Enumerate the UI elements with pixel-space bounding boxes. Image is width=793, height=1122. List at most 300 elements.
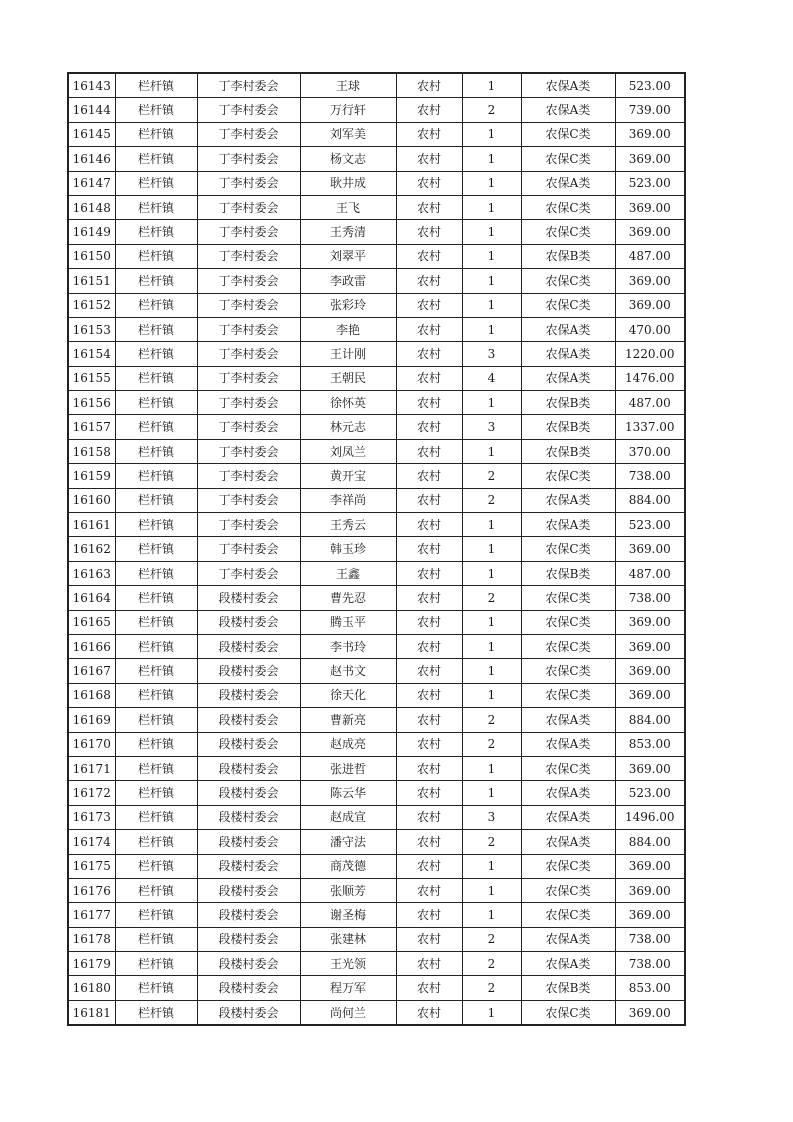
name-cell: 尚何兰 [300, 1000, 396, 1025]
insurance-category-cell: 农保C类 [521, 610, 615, 634]
town-cell: 栏杆镇 [115, 513, 197, 537]
village-committee-cell: 段楼村委会 [197, 952, 300, 976]
village-committee-cell: 段楼村委会 [197, 976, 300, 1000]
town-cell: 栏杆镇 [115, 415, 197, 439]
household-type-cell: 农村 [396, 147, 462, 171]
town-cell: 栏杆镇 [115, 610, 197, 634]
record-id-cell: 16148 [68, 195, 115, 219]
table-row [68, 244, 685, 268]
village-committee-cell: 丁李村委会 [197, 269, 300, 293]
name-cell: 林元志 [300, 415, 396, 439]
record-id-cell: 16147 [68, 171, 115, 195]
record-id-cell: 16168 [68, 683, 115, 707]
village-committee-cell: 段楼村委会 [197, 756, 300, 780]
amount-cell: 369.00 [615, 659, 685, 683]
name-cell: 赵书文 [300, 659, 396, 683]
name-cell: 徐怀英 [300, 391, 396, 415]
town-cell: 栏杆镇 [115, 147, 197, 171]
amount-cell: 738.00 [615, 464, 685, 488]
household-type-cell: 农村 [396, 220, 462, 244]
amount-cell: 884.00 [615, 830, 685, 854]
table-row [68, 903, 685, 927]
village-committee-cell: 段楼村委会 [197, 927, 300, 951]
village-committee-cell: 丁李村委会 [197, 317, 300, 341]
town-cell: 栏杆镇 [115, 561, 197, 585]
village-committee-cell: 丁李村委会 [197, 537, 300, 561]
table-row [68, 293, 685, 317]
town-cell: 栏杆镇 [115, 659, 197, 683]
town-cell: 栏杆镇 [115, 342, 197, 366]
town-cell: 栏杆镇 [115, 488, 197, 512]
name-cell: 耿井成 [300, 171, 396, 195]
amount-cell: 487.00 [615, 561, 685, 585]
insurance-category-cell: 农保A类 [521, 708, 615, 732]
household-type-cell: 农村 [396, 415, 462, 439]
record-id-cell: 16154 [68, 342, 115, 366]
household-type-cell: 农村 [396, 1000, 462, 1025]
table-row [68, 488, 685, 512]
household-type-cell: 农村 [396, 73, 462, 98]
household-type-cell: 农村 [396, 342, 462, 366]
town-cell: 栏杆镇 [115, 830, 197, 854]
table-row [68, 220, 685, 244]
name-cell: 王朝民 [300, 366, 396, 390]
household-type-cell: 农村 [396, 537, 462, 561]
town-cell: 栏杆镇 [115, 317, 197, 341]
village-committee-cell: 丁李村委会 [197, 488, 300, 512]
insurance-category-cell: 农保B类 [521, 439, 615, 463]
town-cell: 栏杆镇 [115, 366, 197, 390]
amount-cell: 1220.00 [615, 342, 685, 366]
town-cell: 栏杆镇 [115, 781, 197, 805]
amount-cell: 523.00 [615, 73, 685, 98]
town-cell: 栏杆镇 [115, 976, 197, 1000]
person-count-cell: 1 [462, 683, 521, 707]
records-table-body [68, 73, 685, 1025]
table-row [68, 634, 685, 658]
amount-cell: 369.00 [615, 220, 685, 244]
household-type-cell: 农村 [396, 122, 462, 146]
record-id-cell: 16163 [68, 561, 115, 585]
name-cell: 腾玉平 [300, 610, 396, 634]
household-type-cell: 农村 [396, 488, 462, 512]
table-row [68, 269, 685, 293]
record-id-cell: 16176 [68, 878, 115, 902]
person-count-cell: 2 [462, 464, 521, 488]
table-row [68, 781, 685, 805]
insurance-category-cell: 农保B类 [521, 976, 615, 1000]
record-id-cell: 16177 [68, 903, 115, 927]
insurance-category-cell: 农保A类 [521, 366, 615, 390]
insurance-category-cell: 农保C类 [521, 269, 615, 293]
household-type-cell: 农村 [396, 561, 462, 585]
person-count-cell: 1 [462, 610, 521, 634]
amount-cell: 369.00 [615, 634, 685, 658]
village-committee-cell: 丁李村委会 [197, 122, 300, 146]
table-row [68, 732, 685, 756]
name-cell: 曹先忍 [300, 586, 396, 610]
table-row [68, 927, 685, 951]
person-count-cell: 1 [462, 195, 521, 219]
insurance-category-cell: 农保A类 [521, 805, 615, 829]
record-id-cell: 16155 [68, 366, 115, 390]
insurance-category-cell: 农保A类 [521, 513, 615, 537]
insurance-category-cell: 农保A类 [521, 927, 615, 951]
insurance-category-cell: 农保C类 [521, 586, 615, 610]
table-row [68, 366, 685, 390]
person-count-cell: 1 [462, 659, 521, 683]
amount-cell: 523.00 [615, 171, 685, 195]
table-row [68, 122, 685, 146]
name-cell: 张建林 [300, 927, 396, 951]
household-type-cell: 农村 [396, 391, 462, 415]
name-cell: 黄开宝 [300, 464, 396, 488]
amount-cell: 369.00 [615, 122, 685, 146]
village-committee-cell: 丁李村委会 [197, 195, 300, 219]
amount-cell: 884.00 [615, 488, 685, 512]
village-committee-cell: 段楼村委会 [197, 903, 300, 927]
village-committee-cell: 丁李村委会 [197, 366, 300, 390]
name-cell: 商茂德 [300, 854, 396, 878]
name-cell: 潘守法 [300, 830, 396, 854]
town-cell: 栏杆镇 [115, 171, 197, 195]
person-count-cell: 2 [462, 708, 521, 732]
name-cell: 李书玲 [300, 634, 396, 658]
village-committee-cell: 丁李村委会 [197, 513, 300, 537]
name-cell: 陈云华 [300, 781, 396, 805]
person-count-cell: 1 [462, 122, 521, 146]
household-type-cell: 农村 [396, 464, 462, 488]
household-type-cell: 农村 [396, 781, 462, 805]
person-count-cell: 2 [462, 586, 521, 610]
town-cell: 栏杆镇 [115, 927, 197, 951]
household-type-cell: 农村 [396, 586, 462, 610]
name-cell: 王秀云 [300, 513, 396, 537]
household-type-cell: 农村 [396, 756, 462, 780]
village-committee-cell: 丁李村委会 [197, 73, 300, 98]
village-committee-cell: 段楼村委会 [197, 854, 300, 878]
village-committee-cell: 丁李村委会 [197, 439, 300, 463]
household-type-cell: 农村 [396, 732, 462, 756]
name-cell: 赵成宣 [300, 805, 396, 829]
insurance-category-cell: 农保C类 [521, 659, 615, 683]
person-count-cell: 3 [462, 342, 521, 366]
name-cell: 王球 [300, 73, 396, 98]
village-committee-cell: 丁李村委会 [197, 171, 300, 195]
table-row [68, 805, 685, 829]
town-cell: 栏杆镇 [115, 732, 197, 756]
person-count-cell: 1 [462, 903, 521, 927]
table-row [68, 415, 685, 439]
record-id-cell: 16143 [68, 73, 115, 98]
person-count-cell: 1 [462, 244, 521, 268]
household-type-cell: 农村 [396, 195, 462, 219]
record-id-cell: 16175 [68, 854, 115, 878]
record-id-cell: 16159 [68, 464, 115, 488]
town-cell: 栏杆镇 [115, 244, 197, 268]
record-id-cell: 16174 [68, 830, 115, 854]
amount-cell: 1337.00 [615, 415, 685, 439]
village-committee-cell: 丁李村委会 [197, 98, 300, 122]
table-row [68, 98, 685, 122]
amount-cell: 738.00 [615, 586, 685, 610]
record-id-cell: 16144 [68, 98, 115, 122]
record-id-cell: 16171 [68, 756, 115, 780]
person-count-cell: 1 [462, 561, 521, 585]
town-cell: 栏杆镇 [115, 878, 197, 902]
person-count-cell: 1 [462, 391, 521, 415]
table-row [68, 756, 685, 780]
table-row [68, 73, 685, 98]
insurance-category-cell: 农保A类 [521, 488, 615, 512]
village-committee-cell: 丁李村委会 [197, 220, 300, 244]
household-type-cell: 农村 [396, 98, 462, 122]
insurance-category-cell: 农保C类 [521, 464, 615, 488]
household-type-cell: 农村 [396, 513, 462, 537]
person-count-cell: 1 [462, 513, 521, 537]
name-cell: 刘军美 [300, 122, 396, 146]
record-id-cell: 16157 [68, 415, 115, 439]
record-id-cell: 16181 [68, 1000, 115, 1025]
insurance-category-cell: 农保A类 [521, 73, 615, 98]
table-row [68, 317, 685, 341]
insurance-category-cell: 农保C类 [521, 147, 615, 171]
name-cell: 杨文志 [300, 147, 396, 171]
insurance-category-cell: 农保B类 [521, 391, 615, 415]
household-type-cell: 农村 [396, 927, 462, 951]
record-id-cell: 16150 [68, 244, 115, 268]
record-id-cell: 16149 [68, 220, 115, 244]
record-id-cell: 16167 [68, 659, 115, 683]
insurance-category-cell: 农保B类 [521, 244, 615, 268]
insurance-category-cell: 农保C类 [521, 634, 615, 658]
town-cell: 栏杆镇 [115, 73, 197, 98]
insurance-category-cell: 农保C类 [521, 683, 615, 707]
household-type-cell: 农村 [396, 854, 462, 878]
household-type-cell: 农村 [396, 830, 462, 854]
village-committee-cell: 丁李村委会 [197, 415, 300, 439]
village-committee-cell: 段楼村委会 [197, 1000, 300, 1025]
table-row [68, 854, 685, 878]
name-cell: 王计刚 [300, 342, 396, 366]
person-count-cell: 1 [462, 439, 521, 463]
record-id-cell: 16153 [68, 317, 115, 341]
insurance-category-cell: 农保C类 [521, 903, 615, 927]
village-committee-cell: 段楼村委会 [197, 732, 300, 756]
amount-cell: 369.00 [615, 195, 685, 219]
name-cell: 赵成亮 [300, 732, 396, 756]
town-cell: 栏杆镇 [115, 756, 197, 780]
amount-cell: 369.00 [615, 878, 685, 902]
table-row [68, 195, 685, 219]
name-cell: 张彩玲 [300, 293, 396, 317]
name-cell: 徐天化 [300, 683, 396, 707]
village-committee-cell: 丁李村委会 [197, 244, 300, 268]
village-committee-cell: 丁李村委会 [197, 464, 300, 488]
insurance-category-cell: 农保A类 [521, 171, 615, 195]
name-cell: 王鑫 [300, 561, 396, 585]
household-type-cell: 农村 [396, 634, 462, 658]
record-id-cell: 16172 [68, 781, 115, 805]
name-cell: 王飞 [300, 195, 396, 219]
insurance-category-cell: 农保A类 [521, 781, 615, 805]
table-row [68, 464, 685, 488]
record-id-cell: 16166 [68, 634, 115, 658]
person-count-cell: 1 [462, 317, 521, 341]
name-cell: 张进哲 [300, 756, 396, 780]
village-committee-cell: 段楼村委会 [197, 878, 300, 902]
records-table [67, 72, 686, 1026]
record-id-cell: 16164 [68, 586, 115, 610]
town-cell: 栏杆镇 [115, 537, 197, 561]
household-type-cell: 农村 [396, 952, 462, 976]
person-count-cell: 1 [462, 147, 521, 171]
amount-cell: 370.00 [615, 439, 685, 463]
insurance-category-cell: 农保C类 [521, 756, 615, 780]
town-cell: 栏杆镇 [115, 220, 197, 244]
village-committee-cell: 丁李村委会 [197, 147, 300, 171]
town-cell: 栏杆镇 [115, 903, 197, 927]
village-committee-cell: 段楼村委会 [197, 708, 300, 732]
person-count-cell: 2 [462, 952, 521, 976]
insurance-category-cell: 农保B类 [521, 415, 615, 439]
table-row [68, 976, 685, 1000]
household-type-cell: 农村 [396, 439, 462, 463]
table-row [68, 610, 685, 634]
town-cell: 栏杆镇 [115, 952, 197, 976]
table-row [68, 708, 685, 732]
insurance-category-cell: 农保C类 [521, 854, 615, 878]
amount-cell: 369.00 [615, 854, 685, 878]
person-count-cell: 2 [462, 732, 521, 756]
record-id-cell: 16152 [68, 293, 115, 317]
household-type-cell: 农村 [396, 317, 462, 341]
amount-cell: 738.00 [615, 952, 685, 976]
record-id-cell: 16156 [68, 391, 115, 415]
person-count-cell: 1 [462, 269, 521, 293]
person-count-cell: 1 [462, 537, 521, 561]
insurance-category-cell: 农保A类 [521, 342, 615, 366]
household-type-cell: 农村 [396, 976, 462, 1000]
record-id-cell: 16158 [68, 439, 115, 463]
table-row [68, 878, 685, 902]
name-cell: 李祥尚 [300, 488, 396, 512]
household-type-cell: 农村 [396, 659, 462, 683]
insurance-category-cell: 农保C类 [521, 1000, 615, 1025]
amount-cell: 1476.00 [615, 366, 685, 390]
village-committee-cell: 段楼村委会 [197, 830, 300, 854]
household-type-cell: 农村 [396, 610, 462, 634]
amount-cell: 369.00 [615, 269, 685, 293]
person-count-cell: 1 [462, 781, 521, 805]
person-count-cell: 1 [462, 634, 521, 658]
town-cell: 栏杆镇 [115, 1000, 197, 1025]
table-row [68, 391, 685, 415]
town-cell: 栏杆镇 [115, 269, 197, 293]
record-id-cell: 16146 [68, 147, 115, 171]
name-cell: 刘翠平 [300, 244, 396, 268]
name-cell: 刘凤兰 [300, 439, 396, 463]
household-type-cell: 农村 [396, 171, 462, 195]
amount-cell: 369.00 [615, 683, 685, 707]
amount-cell: 369.00 [615, 610, 685, 634]
record-id-cell: 16162 [68, 537, 115, 561]
person-count-cell: 1 [462, 171, 521, 195]
name-cell: 曹新亮 [300, 708, 396, 732]
insurance-category-cell: 农保A类 [521, 952, 615, 976]
village-committee-cell: 段楼村委会 [197, 659, 300, 683]
name-cell: 韩玉珍 [300, 537, 396, 561]
town-cell: 栏杆镇 [115, 708, 197, 732]
town-cell: 栏杆镇 [115, 293, 197, 317]
person-count-cell: 2 [462, 830, 521, 854]
person-count-cell: 3 [462, 805, 521, 829]
insurance-category-cell: 农保C类 [521, 878, 615, 902]
name-cell: 王秀清 [300, 220, 396, 244]
amount-cell: 739.00 [615, 98, 685, 122]
town-cell: 栏杆镇 [115, 854, 197, 878]
town-cell: 栏杆镇 [115, 391, 197, 415]
household-type-cell: 农村 [396, 293, 462, 317]
insurance-category-cell: 农保A类 [521, 830, 615, 854]
person-count-cell: 4 [462, 366, 521, 390]
record-id-cell: 16165 [68, 610, 115, 634]
person-count-cell: 1 [462, 73, 521, 98]
person-count-cell: 1 [462, 1000, 521, 1025]
person-count-cell: 1 [462, 854, 521, 878]
person-count-cell: 2 [462, 976, 521, 1000]
person-count-cell: 1 [462, 756, 521, 780]
name-cell: 张顺芳 [300, 878, 396, 902]
name-cell: 谢圣梅 [300, 903, 396, 927]
amount-cell: 487.00 [615, 244, 685, 268]
amount-cell: 369.00 [615, 537, 685, 561]
household-type-cell: 农村 [396, 708, 462, 732]
amount-cell: 523.00 [615, 781, 685, 805]
amount-cell: 470.00 [615, 317, 685, 341]
amount-cell: 884.00 [615, 708, 685, 732]
name-cell: 程万军 [300, 976, 396, 1000]
household-type-cell: 农村 [396, 683, 462, 707]
insurance-category-cell: 农保C类 [521, 293, 615, 317]
village-committee-cell: 段楼村委会 [197, 586, 300, 610]
village-committee-cell: 丁李村委会 [197, 342, 300, 366]
insurance-category-cell: 农保A类 [521, 732, 615, 756]
record-id-cell: 16145 [68, 122, 115, 146]
person-count-cell: 2 [462, 98, 521, 122]
record-id-cell: 16169 [68, 708, 115, 732]
household-type-cell: 农村 [396, 903, 462, 927]
table-row [68, 342, 685, 366]
table-row [68, 683, 685, 707]
town-cell: 栏杆镇 [115, 122, 197, 146]
name-cell: 万行轩 [300, 98, 396, 122]
town-cell: 栏杆镇 [115, 98, 197, 122]
table-row [68, 586, 685, 610]
record-id-cell: 16180 [68, 976, 115, 1000]
table-row [68, 439, 685, 463]
person-count-cell: 1 [462, 878, 521, 902]
name-cell: 李艳 [300, 317, 396, 341]
name-cell: 王光领 [300, 952, 396, 976]
town-cell: 栏杆镇 [115, 464, 197, 488]
table-row [68, 830, 685, 854]
amount-cell: 369.00 [615, 1000, 685, 1025]
person-count-cell: 2 [462, 488, 521, 512]
record-id-cell: 16161 [68, 513, 115, 537]
table-row [68, 1000, 685, 1025]
village-committee-cell: 丁李村委会 [197, 561, 300, 585]
